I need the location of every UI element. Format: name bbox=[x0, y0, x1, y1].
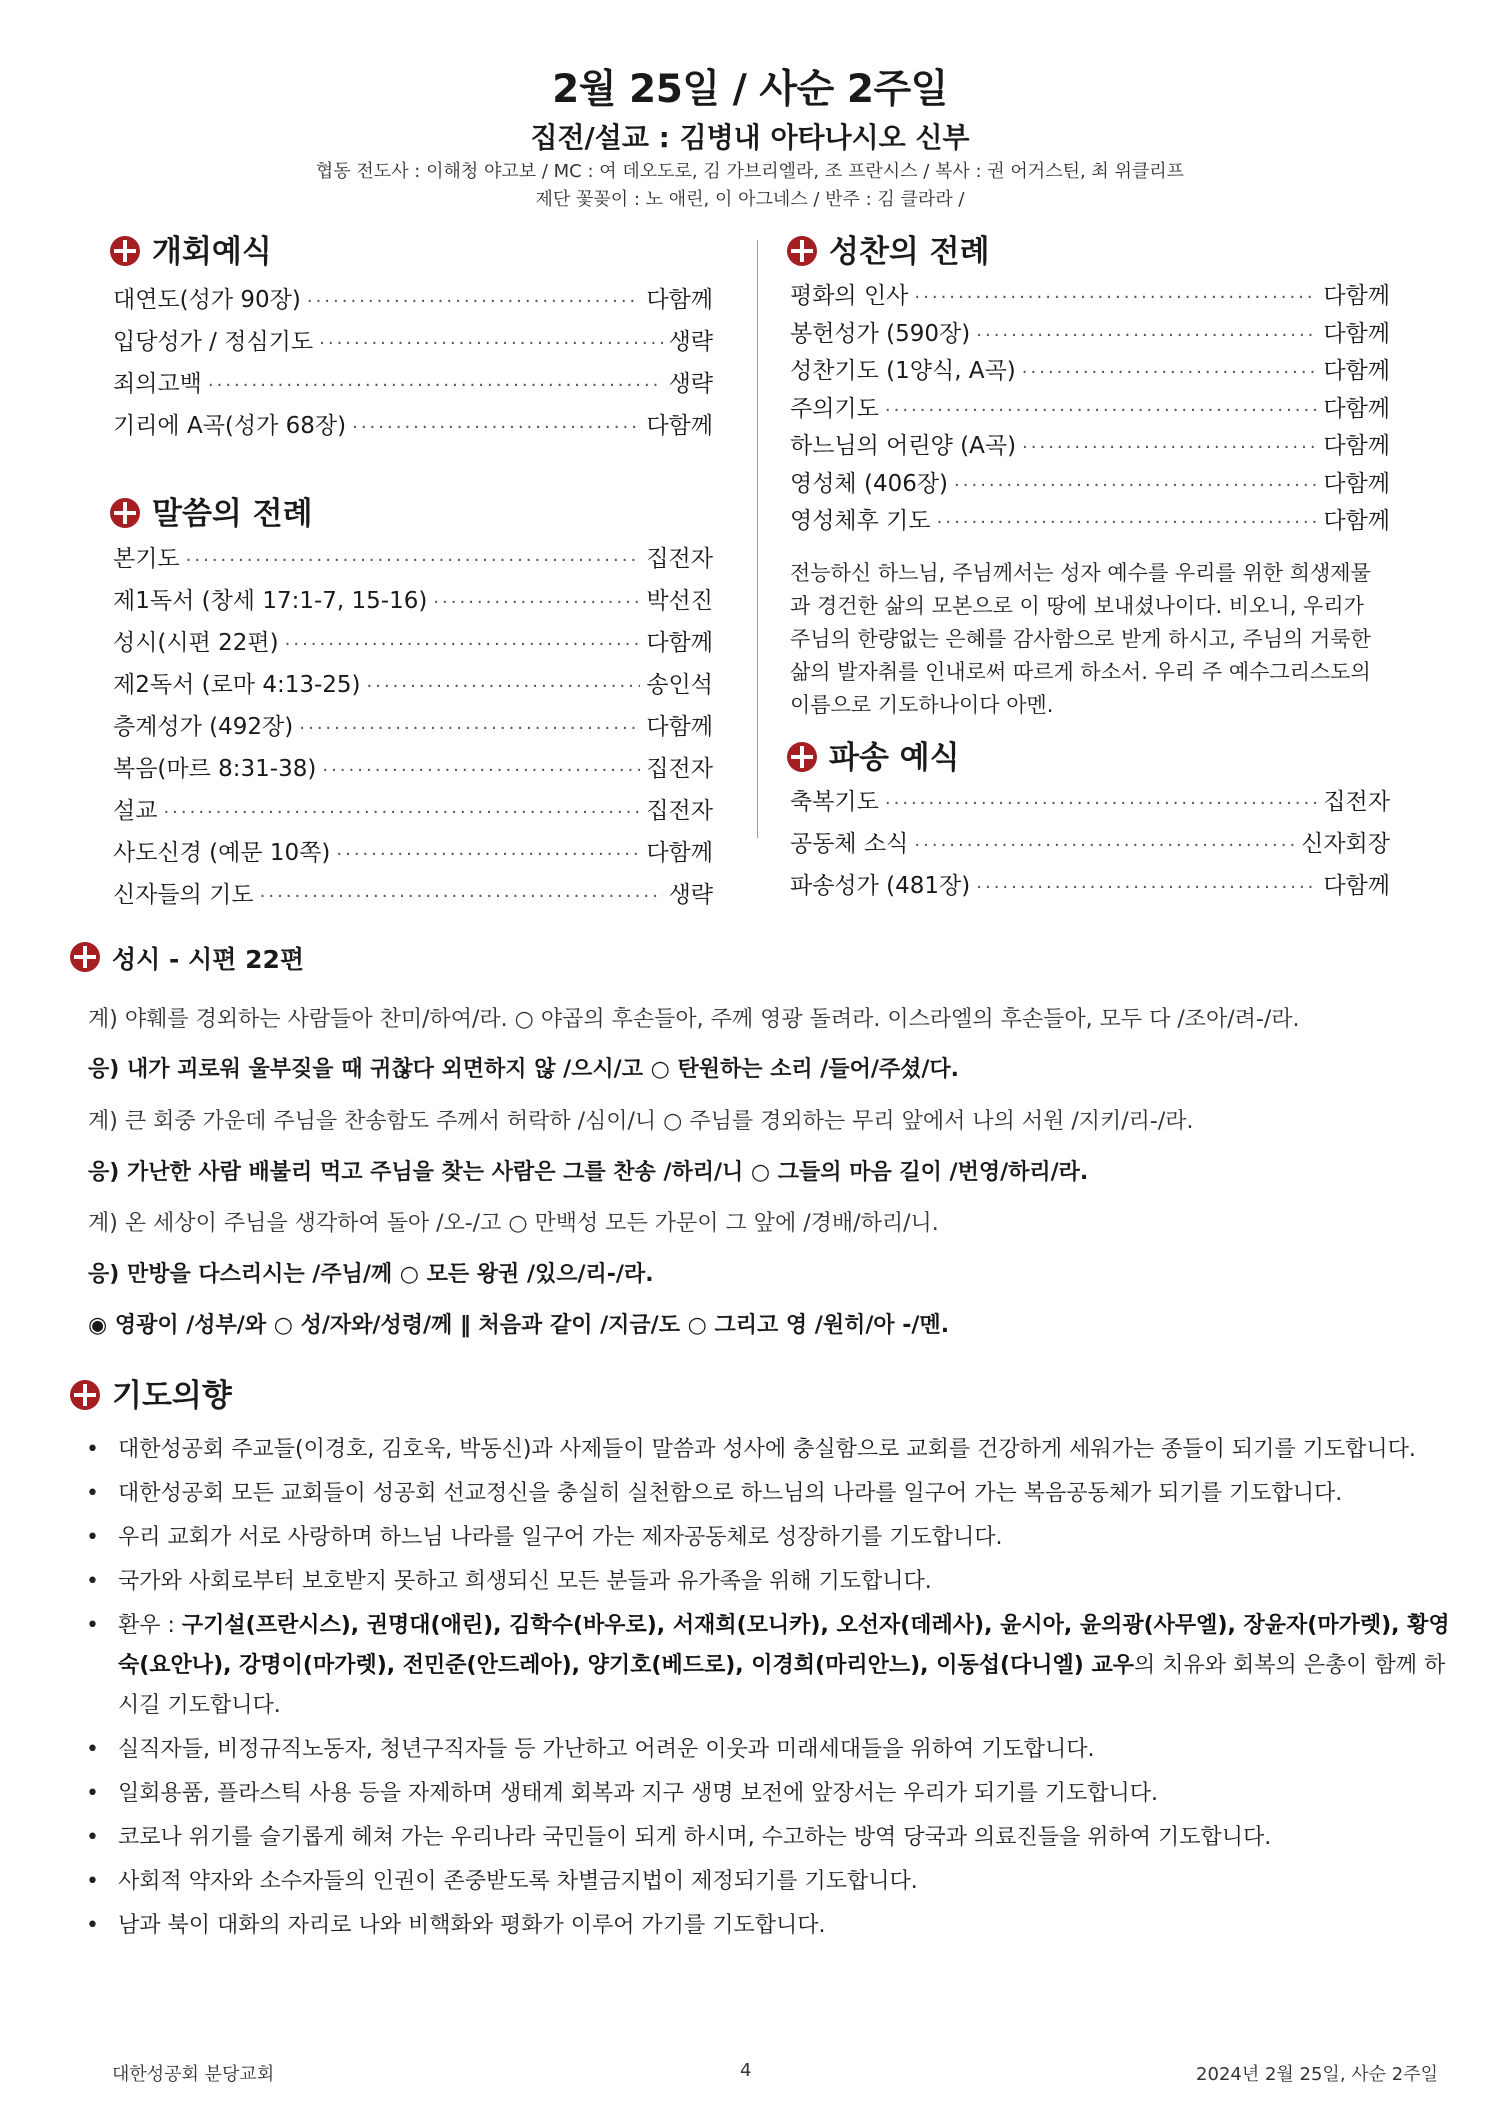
list-item: 입당성가 / 정심기도 ····· 생략 bbox=[113, 323, 713, 365]
list-item: 축복기도 ····· 집전자 bbox=[790, 783, 1390, 825]
page-number: 4 bbox=[740, 2060, 752, 2081]
footer-church: 대한성공회 분당교회 bbox=[112, 2064, 275, 2085]
list-item: 층계성가 (492장) ····· 다함께 bbox=[113, 708, 713, 750]
list-item: 평화의 인사 ····· 다함께 bbox=[790, 277, 1390, 315]
cross-icon bbox=[787, 742, 817, 772]
psalm-line: 응) 가난한 사람 배불리 먹고 주님을 찾는 사람은 그를 찬송 /하리/니 ○ 그들의 마음 길이 /번영/하리/라. bbox=[88, 1160, 1089, 1185]
cross-icon bbox=[70, 942, 100, 972]
list-item: 봉헌성가 (590장) ····· 다함께 bbox=[790, 315, 1390, 353]
psalm-line: 계) 큰 회중 가운데 주님을 찬송함도 주께서 허락하 /심이/니 ○ 주님를 경외하는 무리 앞에서 나의 서원 /지키/리-/라. bbox=[88, 1109, 1194, 1134]
list-item: • 환우 : 구기설(프란시스), 권명대(애린), 김학수(바우로), 서재희(모니카), 오선자(데레사), 윤시아, 윤의광(사무엘), 장윤자(마가렛), 황영숙(요안나), 강명이(마가렛), 전민준(안드레아), 양기호(베드로), 이경희(마리안느), 이동섭(다니엘) 교우의 치유와 회복의 은총이 함께 하시길 기도합니다. bbox=[86, 1606, 1451, 1726]
list-item: • 우리 교회가 서로 사랑하며 하느님 나라를 일구어 가는 제자공동체로 성장하기를 기도합니다. bbox=[86, 1518, 1451, 1558]
list-item: 파송성가 (481장) ····· 다함께 bbox=[790, 867, 1390, 909]
list-item: 설교 ····· 집전자 bbox=[113, 792, 713, 834]
psalm-line: 계) 야훼를 경외하는 사람들아 찬미/하여/라. ○ 야곱의 후손들아, 주께 영광 돌려라. 이스라엘의 후손들아, 모두 다 /조아/려-/라. bbox=[88, 1007, 1300, 1032]
section-title-intentions: 기도의향 bbox=[70, 1370, 232, 1415]
section-title-dismissal: 파송 예식 bbox=[787, 732, 960, 777]
list-item: • 코로나 위기를 슬기롭게 헤쳐 가는 우리나라 국민들이 되게 하시며, 수고하는 방역 당국과 의료진들을 위하여 기도합니다. bbox=[86, 1818, 1451, 1858]
cross-icon bbox=[787, 236, 817, 266]
section-title-psalm: 성시 - 시편 22편 bbox=[70, 940, 304, 976]
list-item: • 국가와 사회로부터 보호받지 못하고 희생되신 모든 분들과 유가족을 위해 기도합니다. bbox=[86, 1562, 1451, 1602]
post-communion-prayer: 전능하신 하느님, 주님께서는 성자 예수를 우리를 위한 희생제물과 경건한 삶의 모본으로 이 땅에 보내셨나이다. 비오니, 우리가 주님의 한량없는 은혜를 감사함으로 받게 하시고, 주님의 거룩한 삶의 발자취를 인내로써 따르게 하소서. 우리 주 예수그리스도의 이름으로 기도하나이다 아멘. bbox=[790, 561, 1371, 717]
patient-names: 구기설(프란시스), 권명대(애린), 김학수(바우로), 서재희(모니카), 오선자(데레사), 윤시아, 윤의광(사무엘), 장윤자(마가렛), 황영숙(요안나), 강명이(마가렛), 전민준(안드레아), 양기호(베드로), 이경희(마리안느), 이동섭(다니엘) 교우 bbox=[118, 1613, 1450, 1678]
list-item: 영성체후 기도 ····· 다함께 bbox=[790, 502, 1390, 540]
dismissal-list bbox=[790, 783, 1390, 909]
psalm-line: 계) 온 세상이 주님을 생각하여 돌아 /오-/고 ○ 만백성 모든 가문이 그 앞에 /경배/하리/니. bbox=[88, 1211, 939, 1236]
list-item: 기리에 A곡(성가 68장) ····· 다함께 bbox=[113, 407, 713, 449]
eucharist-list bbox=[790, 277, 1390, 540]
list-item: 주의기도 ····· 다함께 bbox=[790, 390, 1390, 428]
list-item: 제1독서 (창세 17:1-7, 15-16) ····· 박선진 bbox=[113, 582, 713, 624]
section-title-word: 말씀의 전례 bbox=[110, 488, 313, 533]
list-item: • 남과 북이 대화의 자리로 나와 비핵화와 평화가 이루어 가기를 기도합니다. bbox=[86, 1906, 1451, 1946]
column-divider bbox=[757, 240, 758, 838]
section-title-opening: 개회예식 bbox=[110, 226, 272, 271]
list-item: • 실직자들, 비정규직노동자, 청년구직자들 등 가난하고 어려운 이웃과 미래세대들을 위하여 기도합니다. bbox=[86, 1730, 1451, 1770]
list-item: 제2독서 (로마 4:13-25) ····· 송인석 bbox=[113, 666, 713, 708]
cross-icon bbox=[110, 236, 140, 266]
list-item: 사도신경 (예문 10쪽) ····· 다함께 bbox=[113, 834, 713, 876]
intentions-list bbox=[86, 1430, 1451, 1950]
list-item: 죄의고백 ····· 생략 bbox=[113, 365, 713, 407]
list-item: 대연도(성가 90장) ····· 다함께 bbox=[113, 281, 713, 323]
list-item: 본기도 ····· 집전자 bbox=[113, 540, 713, 582]
opening-list bbox=[113, 281, 713, 449]
psalm-line: 응) 내가 괴로워 울부짖을 때 귀찮다 외면하지 않 /으시/고 ○ 탄원하는 소리 /들어/주셨/다. bbox=[88, 1057, 960, 1082]
section-title-eucharist: 성찬의 전례 bbox=[787, 226, 990, 271]
list-item: 하느님의 어린양 (A곡) ····· 다함께 bbox=[790, 427, 1390, 465]
psalm-line: ◉ 영광이 /성부/와 ○ 성/자와/성령/께 ‖ 처음과 같이 /지금/도 ○ 그리고 영 /원히/아 -/멘. bbox=[88, 1313, 950, 1338]
celebrant-line: 집전/설교 : 김병내 아타나시오 신부 bbox=[530, 121, 970, 154]
list-item: 공동체 소식 ····· 신자회장 bbox=[790, 825, 1390, 867]
list-item: • 일회용품, 플라스틱 사용 등을 자제하며 생태계 회복과 지구 생명 보전에 앞장서는 우리가 되기를 기도합니다. bbox=[86, 1774, 1451, 1814]
cross-icon bbox=[70, 1380, 100, 1410]
crew-line-2: 제단 꽃꽂이 : 노 애린, 이 아그네스 / 반주 : 김 클라라 / bbox=[535, 189, 965, 210]
footer-date: 2024년 2월 25일, 사순 2주일 bbox=[1196, 2064, 1438, 2085]
cross-icon bbox=[110, 498, 140, 528]
crew-line-1: 협동 전도사 : 이해청 야고보 / MC : 여 데오도로, 김 가브리엘라, 조 프란시스 / 복사 : 권 어거스틴, 최 위클리프 bbox=[315, 161, 1185, 182]
psalm-line: 응) 만방을 다스리시는 /주님/께 ○ 모든 왕권 /있으/리-/라. bbox=[88, 1262, 654, 1287]
list-item: • 대한성공회 주교들(이경호, 김호욱, 박동신)과 사제들이 말씀과 성사에 충실함으로 교회를 건강하게 세워가는 종들이 되기를 기도합니다. bbox=[86, 1430, 1451, 1470]
list-item: 성시(시편 22편) ····· 다함께 bbox=[113, 624, 713, 666]
list-item: 영성체 (406장) ····· 다함께 bbox=[790, 465, 1390, 503]
list-item: • 대한성공회 모든 교회들이 성공회 선교정신을 충실히 실천함으로 하느님의 나라를 일구어 가는 복음공동체가 되기를 기도합니다. bbox=[86, 1474, 1451, 1514]
page-title: 2월 25일 / 사순 2주일 bbox=[552, 67, 948, 112]
list-item: 신자들의 기도 ····· 생략 bbox=[113, 876, 713, 918]
word-list bbox=[113, 540, 713, 918]
list-item: 복음(마르 8:31-38) ····· 집전자 bbox=[113, 750, 713, 792]
list-item: 성찬기도 (1양식, A곡) ····· 다함께 bbox=[790, 352, 1390, 390]
list-item: • 사회적 약자와 소수자들의 인권이 존중받도록 차별금지법이 제정되기를 기도합니다. bbox=[86, 1862, 1451, 1902]
